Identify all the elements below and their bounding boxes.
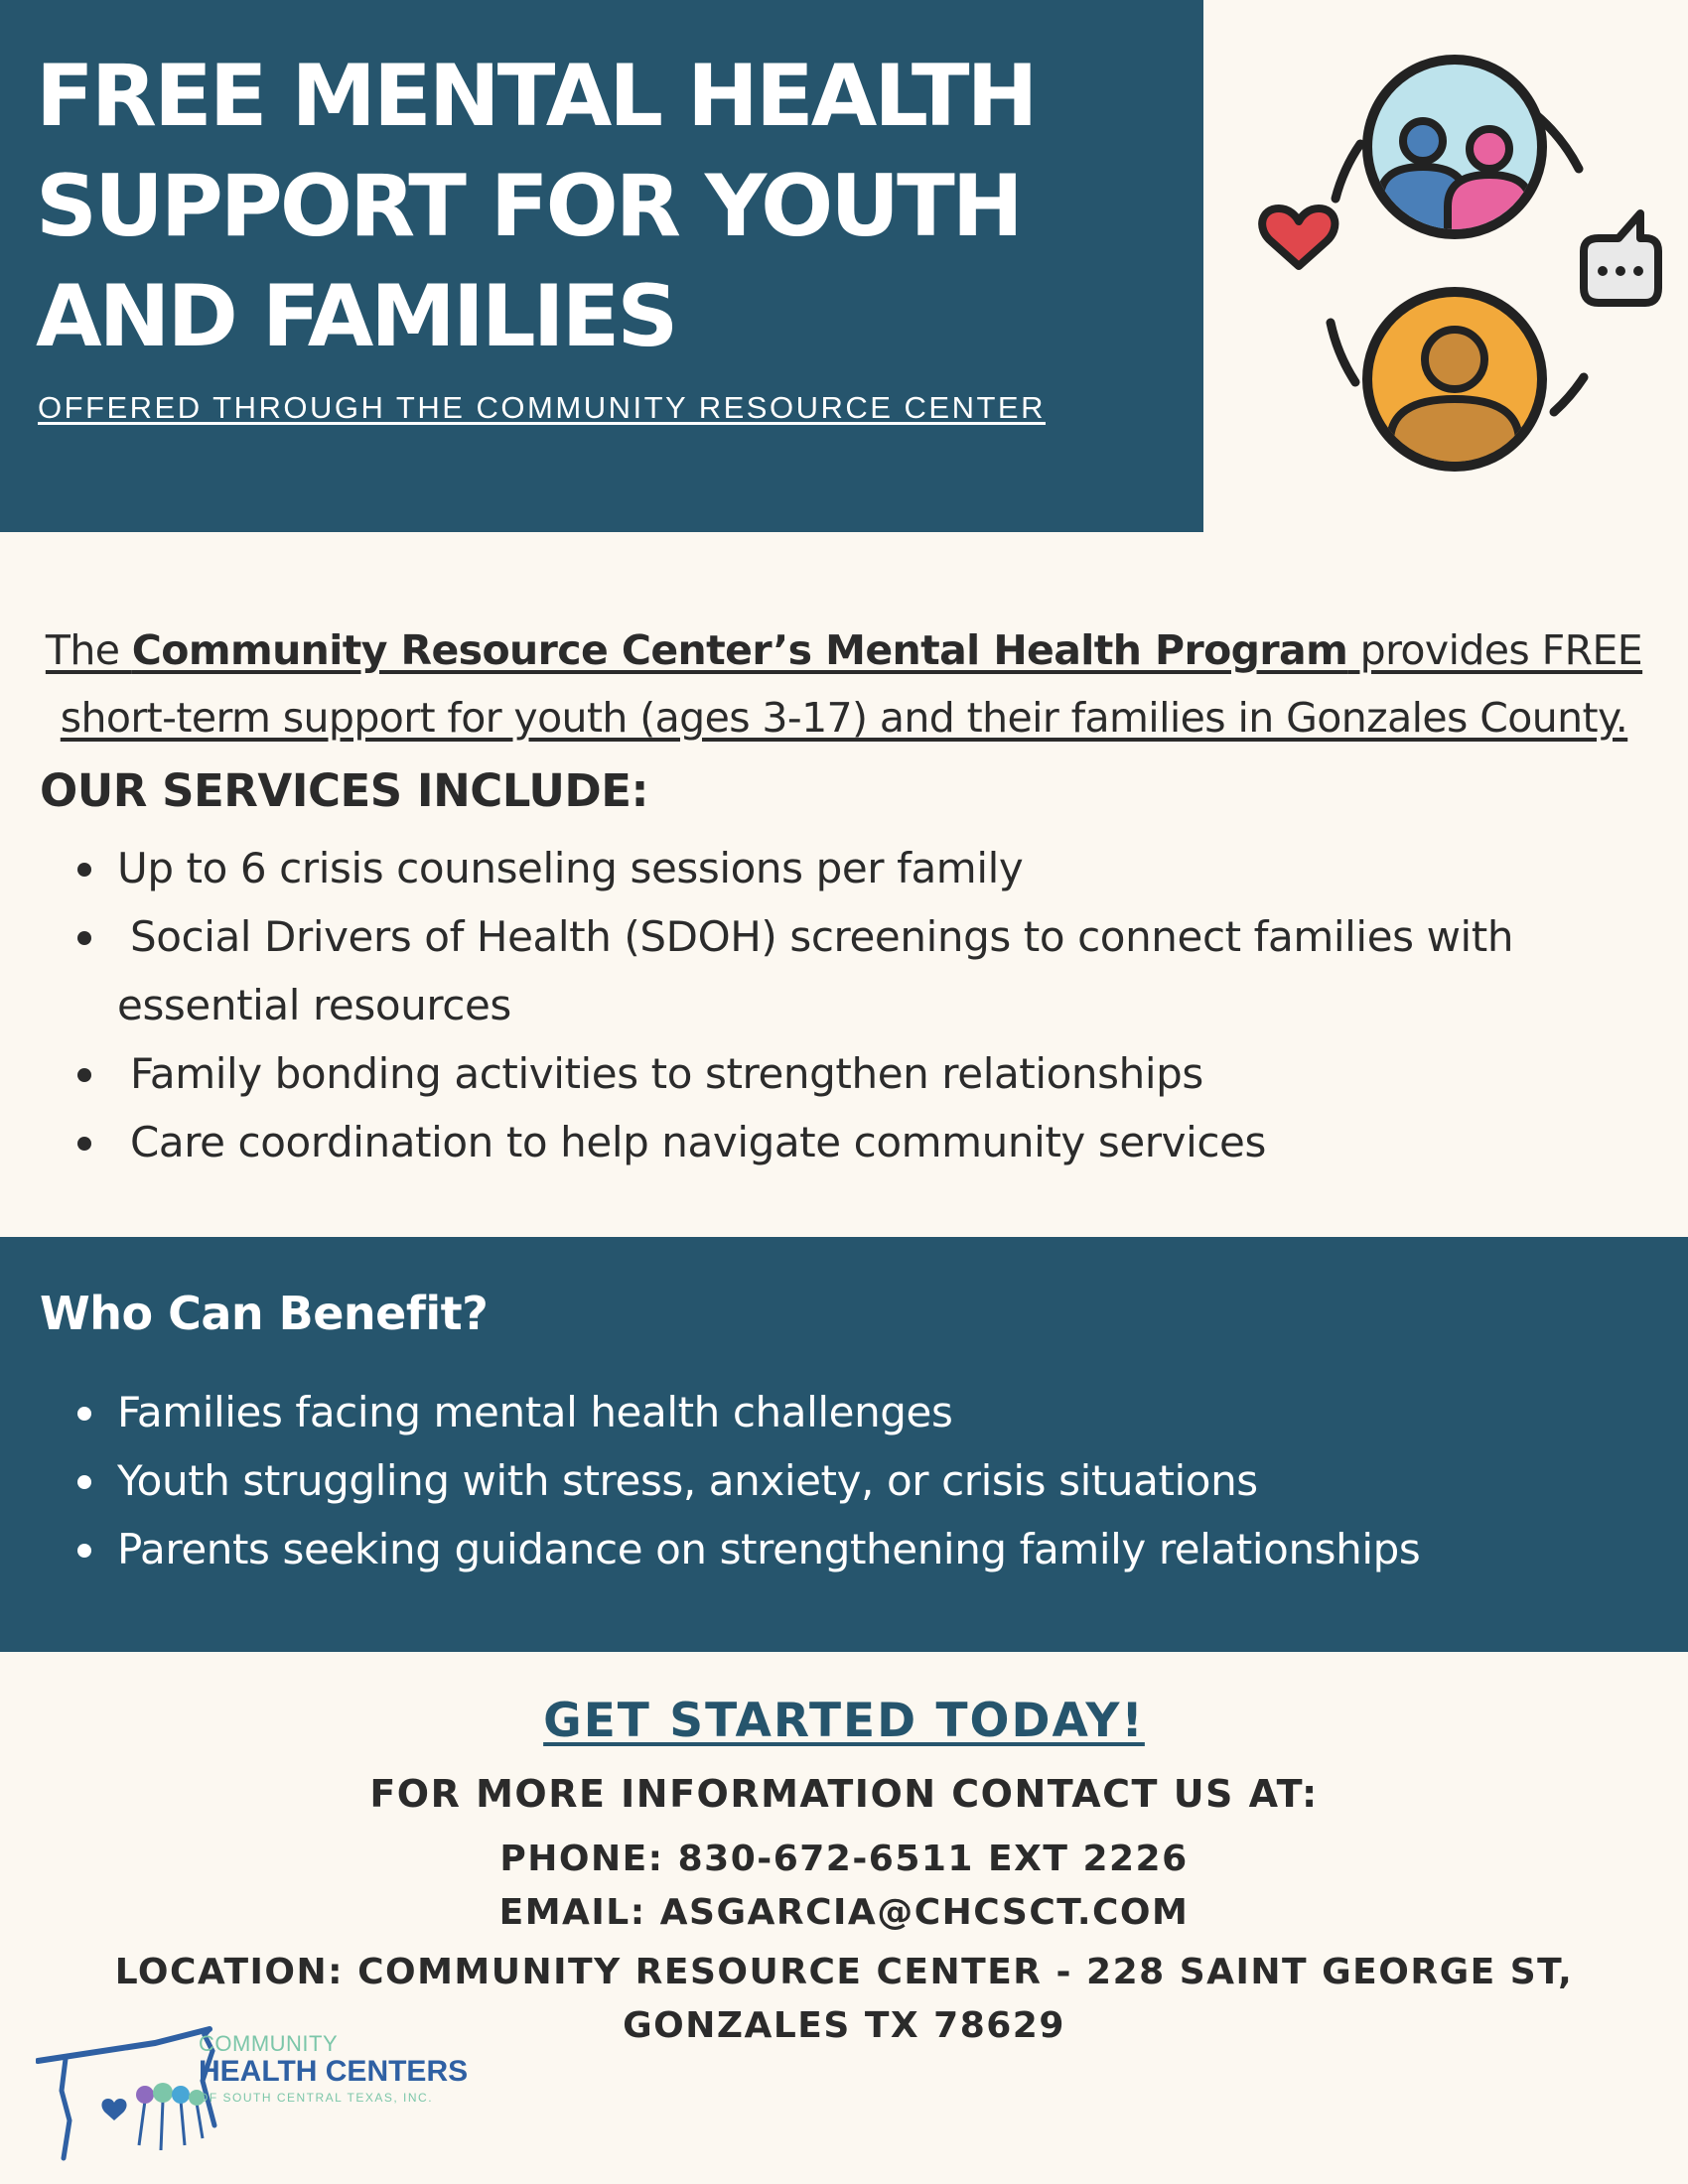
- heart-icon: [1262, 208, 1335, 266]
- title-line-1: FREE MENTAL HEALTH: [36, 47, 1036, 146]
- page-title: [36, 42, 1178, 372]
- list-item: Family bonding activities to strengthen relationships: [42, 1039, 1630, 1108]
- benefit-heading: Who Can Benefit?: [40, 1287, 489, 1340]
- list-item: Care coordination to help navigate community services: [42, 1108, 1630, 1176]
- logo-text: [199, 2031, 468, 2105]
- list-item: Youth struggling with stress, anxiety, or crisis situations: [42, 1446, 1630, 1515]
- services-heading: OUR SERVICES INCLUDE:: [40, 764, 648, 817]
- intro-lead: The: [45, 626, 132, 674]
- logo-line-3: OF SOUTH CENTRAL TEXAS, INC.: [199, 2091, 434, 2105]
- benefit-list: [42, 1378, 1630, 1583]
- title-line-2: SUPPORT FOR YOUTH: [36, 157, 1021, 256]
- list-item: Up to 6 crisis counseling sessions per family: [42, 834, 1630, 902]
- contact-phone: PHONE: 830-672-6511 EXT 2226: [499, 1839, 1189, 1879]
- hero-subtitle: OFFERED THROUGH THE COMMUNITY RESOURCE CENTER: [38, 390, 1046, 425]
- chat-bubble-icon: [1584, 213, 1658, 303]
- logo-line-1: COMMUNITY: [199, 2031, 339, 2056]
- program-name: Community Resource Center’s Mental Health Program: [131, 626, 1348, 674]
- family-support-cycle-icon: [1241, 50, 1663, 486]
- list-item: Parents seeking guidance on strengthening family relationships: [42, 1515, 1630, 1583]
- contact-email: EMAIL: ASGARCIA@CHCSCT.COM: [498, 1892, 1190, 1933]
- list-item: Social Drivers of Health (SDOH) screenings to connect families with essential resources: [42, 902, 1630, 1039]
- list-item: Families facing mental health challenges: [42, 1378, 1630, 1446]
- person-icon: [1367, 292, 1542, 486]
- intro-rest: provides FREE short-term support for youth (ages 3-17) and their families in Gonzales County.: [60, 626, 1643, 742]
- logo-line-2: HEALTH CENTERS: [199, 2055, 469, 2088]
- benefit-section: [0, 1237, 1688, 1652]
- contact-location: LOCATION: COMMUNITY RESOURCE CENTER - 228 SAINT GEORGE ST, GONZALES TX 78629: [114, 1952, 1574, 2046]
- services-list: [42, 834, 1630, 1176]
- contact-heading: FOR MORE INFORMATION CONTACT US AT:: [369, 1772, 1319, 1816]
- program-intro: [26, 616, 1662, 751]
- title-line-3: AND FAMILIES: [36, 267, 676, 366]
- family-icon: [1367, 60, 1542, 248]
- get-started-heading: GET STARTED TODAY!: [543, 1694, 1145, 1748]
- hero-banner: [0, 0, 1203, 532]
